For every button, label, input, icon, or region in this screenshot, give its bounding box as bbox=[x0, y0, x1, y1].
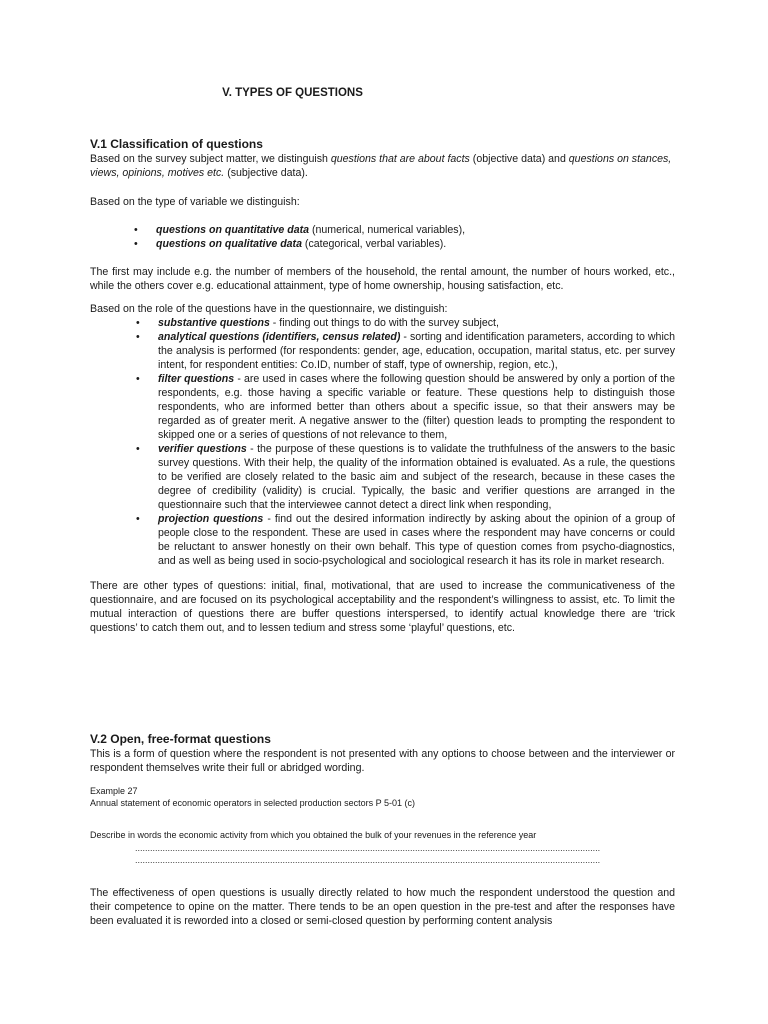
list-desc: (categorical, verbal variables). bbox=[301, 238, 447, 250]
list-item bbox=[90, 237, 675, 251]
emphasis: questions on stances, views, opinions, motives etc. bbox=[90, 153, 672, 179]
text-run: (subjective data). bbox=[224, 167, 308, 179]
list-term: questions on quantitative data bbox=[156, 224, 310, 236]
list-item bbox=[90, 442, 675, 512]
list-desc: - are used in cases where the following question should be answered by only a portion of the respondents, e.g. those having a specific variable or feature. These questions help to distinguish those respondents, who are informed better than others about a specific issue, so that their answers may be regarded as of greater merit. A negative answer to the (filter) question leads to prompting the respondent to skipped one or a series of questions of not relevance to them, bbox=[158, 373, 676, 441]
section-heading: V.2 Open, free-format questions bbox=[90, 732, 271, 746]
section-v1 bbox=[90, 137, 675, 635]
paragraph: This is a form of question where the respondent is not presented with any options to choose between and the interviewer or respondent themselves write their full or abridged wording. bbox=[90, 748, 675, 774]
emphasis: questions that are about facts bbox=[330, 153, 470, 165]
example-source: Annual statement of economic operators in selected production sectors P 5-01 (c) bbox=[90, 798, 416, 808]
paragraph: Based on the role of the questions have in the questionnaire, we distinguish: bbox=[90, 303, 448, 315]
section-v2 bbox=[90, 732, 675, 928]
list-item bbox=[90, 330, 675, 372]
text-run: Based on the survey subject matter, we distinguish bbox=[90, 153, 331, 165]
list-term: analytical questions (identifiers, census related) bbox=[158, 331, 401, 343]
answer-line: .......................................................................................................................................................................................... bbox=[135, 843, 601, 853]
list-item bbox=[90, 223, 675, 237]
list-desc: - the purpose of these questions is to validate the truthfulness of the answers to the basic survey questions. With their help, the quality of the information obtained is evaluated. As a rule, the questions to be verified are closely related to the basic aim and subject of the research, because in these cases the degree of credibility (validity) is crucial. Typically, the basic and verifier questions are arranged in the questionnaire such that the interviewee cannot detect a direct link when responding, bbox=[158, 443, 675, 511]
list-term: filter questions bbox=[158, 373, 235, 385]
paragraph: There are other types of questions: initial, final, motivational, that are used to increase the communicativeness of the questionnaire, and are focused on its psychological acceptability and the respondent’s willingness to assist, etc. To limit the mutual interaction of questions there are buffer questions interspersed, to identify actual knowledge there are ‘trick questions’ to catch them out, and to lessen tedium and stress some ‘playful’ questions, etc. bbox=[90, 580, 675, 634]
example-label: Example 27 bbox=[90, 786, 138, 796]
list-desc: - finding out things to do with the survey subject, bbox=[269, 317, 499, 329]
paragraph: The effectiveness of open questions is usually directly related to how much the respondent understood the question and their competence to opine on the matter. There tends to be an open question in the pre-test and after the responses have been evaluated it is reworded into a closed or semi-closed question by performing content analysis bbox=[90, 887, 675, 927]
section-heading: V.1 Classification of questions bbox=[90, 137, 263, 151]
list-desc: - sorting and identification parameters, according to which the analysis is performed (for respondents: gender, age, education, occupation, marital status, etc. per survey intent, for respondent entities: Co.ID, number of staff, type of ownership, region, etc.), bbox=[158, 331, 675, 371]
list-item bbox=[90, 372, 675, 442]
example-question: Describe in words the economic activity from which you obtained the bulk of your revenues in the reference year bbox=[90, 830, 537, 840]
text-run: (objective data) and bbox=[469, 153, 569, 165]
list-term: projection questions bbox=[158, 513, 264, 525]
question-role-list bbox=[90, 316, 675, 568]
page-title: V. TYPES OF QUESTIONS bbox=[222, 87, 363, 99]
paragraph: The first may include e.g. the number of members of the household, the rental amount, the number of hours worked, etc., while the others cover e.g. educational attainment, type of home ownership, housing satisfaction, etc. bbox=[90, 266, 675, 292]
list-item bbox=[90, 512, 675, 568]
paragraph bbox=[90, 152, 675, 180]
paragraph: Based on the type of variable we distinguish: bbox=[90, 196, 300, 208]
list-term: substantive questions bbox=[158, 317, 270, 329]
list-term: questions on qualitative data bbox=[156, 238, 302, 250]
list-desc: (numerical, numerical variables), bbox=[309, 224, 466, 236]
variable-type-list bbox=[90, 223, 675, 251]
answer-line: .......................................................................................................................................................................................... bbox=[135, 855, 601, 865]
list-desc: - find out the desired information indirectly by asking about the opinion of a group of people close to the respondent. These are used in cases where the respondent may have concerns or could be reluctant to answer honestly on their own behalf. This type of question comes from psycho-diagnostics, and as well as being used in socio-psychological and sociological research it has its role in market research. bbox=[158, 513, 675, 567]
list-item bbox=[90, 316, 675, 330]
list-term: verifier questions bbox=[158, 443, 247, 455]
